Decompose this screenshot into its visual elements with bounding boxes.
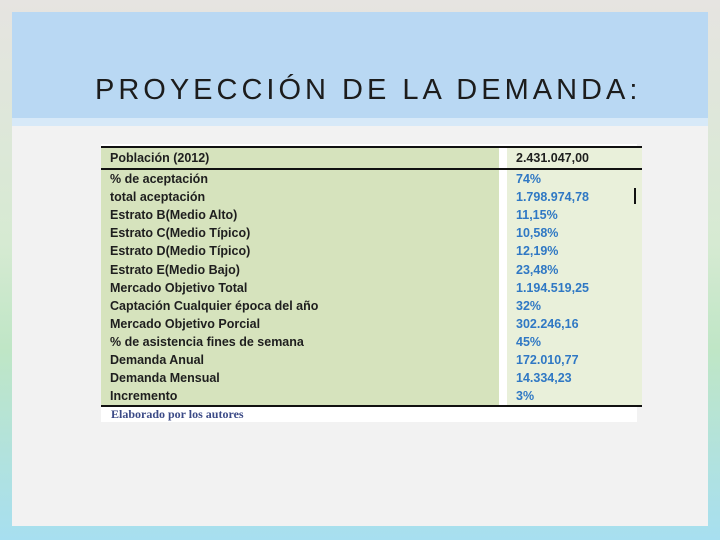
table-row xyxy=(101,315,642,333)
header-label: Población (2012) xyxy=(101,147,499,169)
column-gap xyxy=(499,279,507,297)
column-gap xyxy=(499,315,507,333)
row-label: Estrato C(Medio Típico) xyxy=(101,224,499,242)
row-value: 14.334,23 xyxy=(507,369,642,387)
row-value: 172.010,77 xyxy=(507,351,642,369)
column-gap xyxy=(499,224,507,242)
column-gap xyxy=(499,169,507,188)
table-row xyxy=(101,369,642,387)
row-value: 3% xyxy=(507,387,642,406)
row-label: Captación Cualquier época del año xyxy=(101,297,499,315)
demand-table-image xyxy=(101,144,637,422)
row-value: 74% xyxy=(507,169,642,188)
row-label: Mercado Objetivo Total xyxy=(101,279,499,297)
table-row xyxy=(101,351,642,369)
row-label: % de asistencia fines de semana xyxy=(101,333,499,351)
table-row xyxy=(101,169,642,188)
row-value: 1.798.974,78 xyxy=(507,188,642,206)
row-label: Mercado Objetivo Porcial xyxy=(101,315,499,333)
column-gap xyxy=(499,206,507,224)
header-value: 2.431.047,00 xyxy=(507,147,642,169)
table-source-caption: Elaborado por los autores xyxy=(111,407,244,421)
row-label: Demanda Anual xyxy=(101,351,499,369)
table-edge-mark xyxy=(634,188,636,204)
column-gap xyxy=(499,297,507,315)
row-label: Demanda Mensual xyxy=(101,369,499,387)
table-row xyxy=(101,279,642,297)
row-value: 10,58% xyxy=(507,224,642,242)
row-label: Estrato E(Medio Bajo) xyxy=(101,260,499,278)
row-value: 45% xyxy=(507,333,642,351)
row-label: % de aceptación xyxy=(101,169,499,188)
row-value: 1.194.519,25 xyxy=(507,279,642,297)
row-label: Estrato B(Medio Alto) xyxy=(101,206,499,224)
slide-title: PROYECCIÓN DE LA DEMANDA: xyxy=(95,74,642,106)
column-gap xyxy=(499,369,507,387)
column-gap xyxy=(499,333,507,351)
column-gap xyxy=(499,260,507,278)
row-value: 302.246,16 xyxy=(507,315,642,333)
row-label: Estrato D(Medio Típico) xyxy=(101,242,499,260)
row-label: total aceptación xyxy=(101,188,499,206)
table-row xyxy=(101,260,642,278)
table-row xyxy=(101,333,642,351)
table-row xyxy=(101,297,642,315)
row-value: 23,48% xyxy=(507,260,642,278)
column-gap xyxy=(499,351,507,369)
demand-table xyxy=(101,146,642,407)
column-gap xyxy=(499,387,507,406)
row-value: 11,15% xyxy=(507,206,642,224)
row-label: Incremento xyxy=(101,387,499,406)
title-divider xyxy=(12,118,708,126)
row-value: 12,19% xyxy=(507,242,642,260)
row-value: 32% xyxy=(507,297,642,315)
table-header-row xyxy=(101,147,642,169)
table-row xyxy=(101,242,642,260)
column-gap xyxy=(499,242,507,260)
table-row xyxy=(101,224,642,242)
table-row xyxy=(101,188,642,206)
column-gap xyxy=(499,188,507,206)
table-row xyxy=(101,206,642,224)
table-row xyxy=(101,387,642,406)
column-gap xyxy=(499,147,507,169)
